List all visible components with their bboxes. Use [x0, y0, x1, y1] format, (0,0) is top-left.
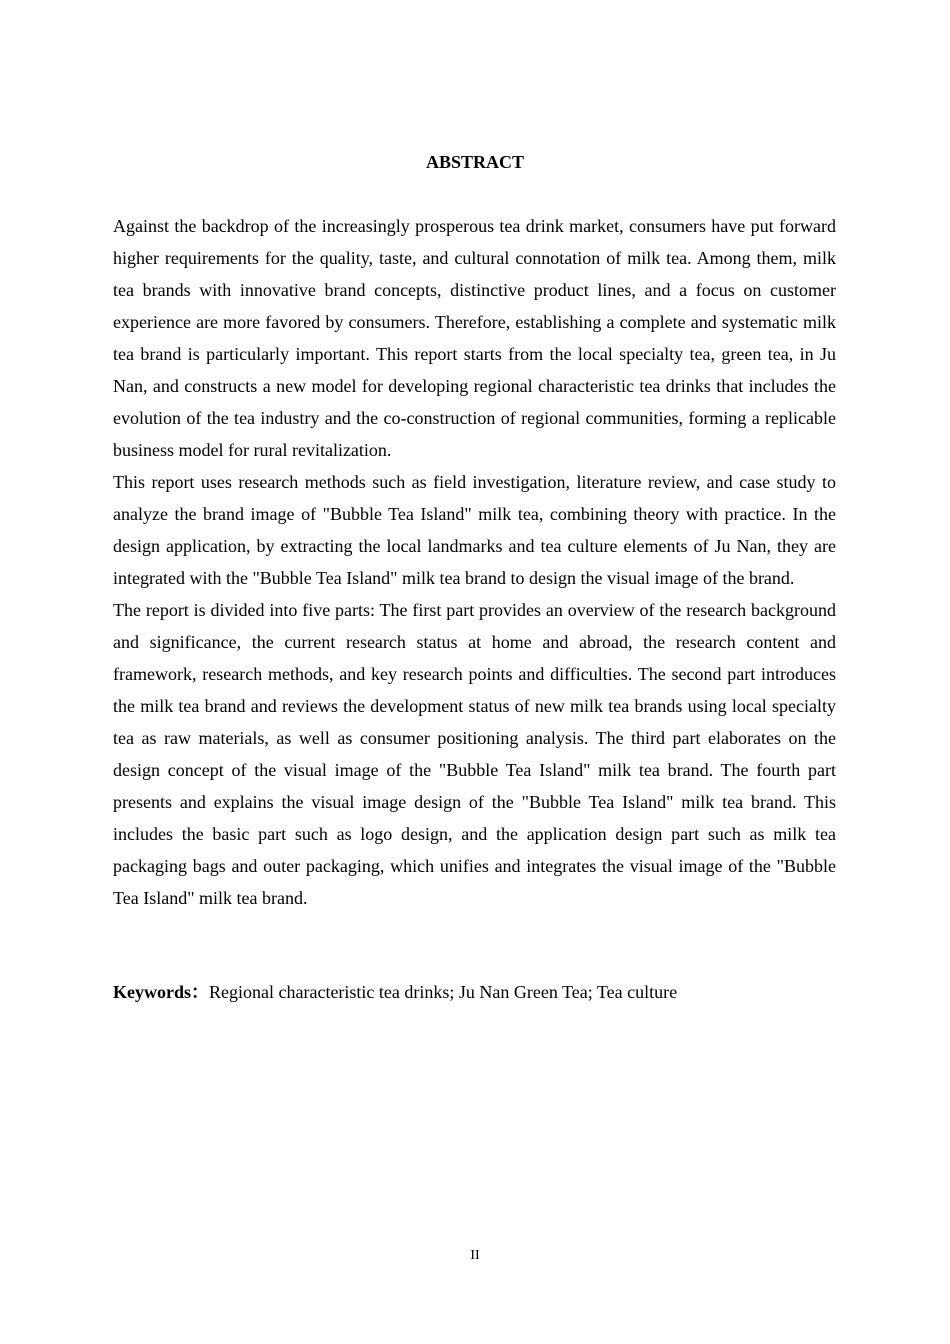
page-number: II	[470, 1248, 480, 1263]
keywords-label: Keywords：	[113, 982, 209, 1002]
abstract-body	[113, 210, 836, 914]
keywords-line	[113, 976, 836, 1008]
abstract-title: ABSTRACT	[425, 152, 525, 172]
abstract-paragraph-2: This report uses research methods such as field investigation, literature review, and case study to analyze the brand image of "Bubble Tea Island" milk tea, combining theory with practice. In the design application, by extracting the local landmarks and tea culture elements of Ju Nan, they are integrated with the "Bubble Tea Island" milk tea brand to design the visual image of the brand.	[113, 472, 836, 588]
abstract-paragraph-1: Against the backdrop of the increasingly prosperous tea drink market, consumers have put forward higher requirements for the quality, taste, and cultural connotation of milk tea. Among them, milk tea brands with innovative brand concepts, distinctive product lines, and a focus on customer experience are more favored by consumers. Therefore, establishing a complete and systematic milk tea brand is particularly important. This report starts from the local specialty tea, green tea, in Ju Nan, and constructs a new model for developing regional characteristic tea drinks that includes the evolution of the tea industry and the co-construction of regional communities, forming a replicable business model for rural revitalization.	[113, 216, 836, 460]
keywords-text: Regional characteristic tea drinks; Ju Nan Green Tea; Tea culture	[209, 982, 678, 1002]
abstract-paragraph-3: The report is divided into five parts: The first part provides an overview of the research background and significance, the current research status at home and abroad, the research content and framework, research methods, and key research points and difficulties. The second part introduces the milk tea brand and reviews the development status of new milk tea brands using local specialty tea as raw materials, as well as consumer positioning analysis. The third part elaborates on the design concept of the visual image of the "Bubble Tea Island" milk tea brand. The fourth part presents and explains the visual image design of the "Bubble Tea Island" milk tea brand. This includes the basic part such as logo design, and the application design part such as milk tea packaging bags and outer packaging, which unifies and integrates the visual image of the "Bubble Tea Island" milk tea brand.	[113, 600, 836, 908]
